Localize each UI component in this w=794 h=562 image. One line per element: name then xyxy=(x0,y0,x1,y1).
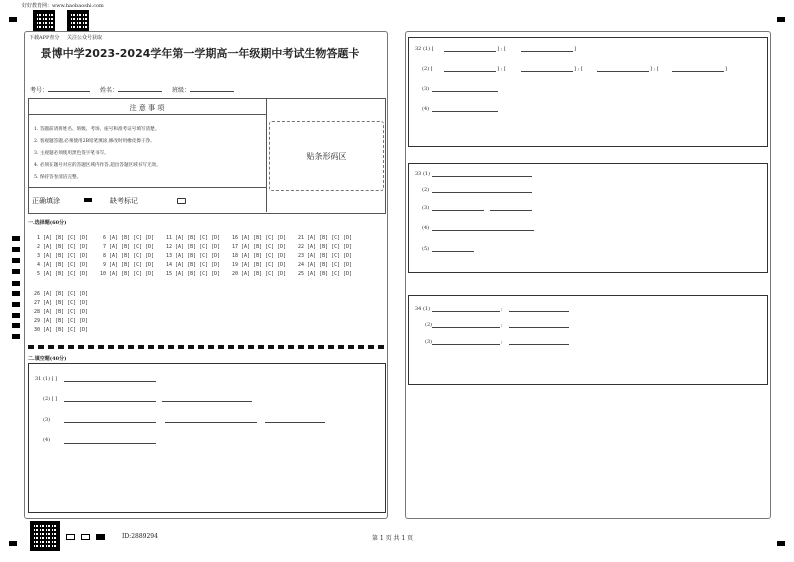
sheet-id: ID:2889294 xyxy=(122,533,158,540)
absent-mark-label: 缺考标记 xyxy=(110,197,138,205)
qr1-caption: 下载APP查分 xyxy=(29,35,60,41)
class-label: 班级： xyxy=(172,87,191,94)
choice-item[interactable]: 16 [A] [B] [C] [D] xyxy=(232,235,287,241)
choice-item[interactable]: 9 [A] [B] [C] [D] xyxy=(103,262,155,268)
choice-item[interactable]: 21 [A] [B] [C] [D] xyxy=(298,235,353,241)
corner-mark xyxy=(9,541,17,546)
choice-item[interactable]: 15 [A] [B] [C] [D] xyxy=(166,271,221,277)
q32-sep: ] xyxy=(574,46,576,52)
choice-item[interactable]: 29 [A] [B] [C] [D] xyxy=(34,318,89,324)
notice-item: 2. 客观题答题,必须使用2B铅笔填涂,修改时用橡皮擦干净。 xyxy=(34,139,155,144)
q31-label: (2) [ ] xyxy=(43,396,58,402)
q34-label: (3) xyxy=(425,339,433,345)
notice-item: 3. 主观题必须使用黑色签字笔书写。 xyxy=(34,151,109,156)
q34-sep: ; xyxy=(501,306,503,312)
corner-mark xyxy=(9,17,17,22)
q32-answer-line[interactable] xyxy=(432,91,498,92)
q31-answer-line[interactable] xyxy=(162,401,252,402)
q33-answer-line[interactable] xyxy=(432,230,534,231)
q34-label: (2) xyxy=(425,322,433,328)
q34-answer-line[interactable] xyxy=(432,344,500,345)
choice-item[interactable]: 4 [A] [B] [C] [D] xyxy=(37,262,89,268)
q33-answer-line[interactable] xyxy=(490,210,532,211)
q31-label: 31 (1) [ ] xyxy=(35,376,58,382)
barcode-label: 贴条形码区 xyxy=(306,152,347,161)
q33-label: (3) xyxy=(422,205,430,211)
q32-answer-line[interactable] xyxy=(432,111,498,112)
q33-label: 33 (1) xyxy=(415,171,431,177)
choice-item[interactable]: 30 [A] [B] [C] [D] xyxy=(34,327,89,333)
page-title: 景博中学2023-2024学年第一学期高一年级期中考试生物答题卡 xyxy=(40,47,360,60)
choice-item[interactable]: 1 [A] [B] [C] [D] xyxy=(37,235,89,241)
q34-answer-line[interactable] xyxy=(509,327,569,328)
notice-item: 4. 必须在题号对应的答题区域内作答,超出答题区域书写无效。 xyxy=(34,163,161,168)
exam-number-label: 考号： xyxy=(30,87,49,94)
choice-item[interactable]: 25 [A] [B] [C] [D] xyxy=(298,271,353,277)
choice-section-title: 一.选择题(60分) xyxy=(28,220,67,226)
choice-item[interactable]: 23 [A] [B] [C] [D] xyxy=(298,253,353,259)
q31-answer-line[interactable] xyxy=(64,401,156,402)
choice-item[interactable]: 22 [A] [B] [C] [D] xyxy=(298,244,353,250)
name-field[interactable] xyxy=(118,91,162,92)
choice-item[interactable]: 3 [A] [B] [C] [D] xyxy=(37,253,89,259)
q32-label: (2) [ xyxy=(422,66,433,72)
footer-mark xyxy=(66,534,75,540)
download-app-qr-code xyxy=(33,10,55,32)
q34-answer-line[interactable] xyxy=(432,311,500,312)
notice-item: 5. 保持答卷清洁完整。 xyxy=(34,175,82,180)
footer-mark xyxy=(96,534,105,540)
choice-item[interactable]: 5 [A] [B] [C] [D] xyxy=(37,271,89,277)
choice-item[interactable]: 17 [A] [B] [C] [D] xyxy=(232,244,287,250)
sheet-qr-code xyxy=(30,521,60,551)
section-divider xyxy=(28,345,384,349)
q34-answer-line[interactable] xyxy=(509,344,569,345)
q32-label: 32 (1) [ xyxy=(415,46,434,52)
q32-label: (3) xyxy=(422,86,430,92)
correct-fill-label: 正确填涂 xyxy=(32,197,60,205)
choice-item[interactable]: 11 [A] [B] [C] [D] xyxy=(166,235,221,241)
q32-answer-line[interactable] xyxy=(597,71,649,72)
q32-sep: ] xyxy=(725,66,727,72)
q33-answer-line[interactable] xyxy=(432,251,474,252)
q31-answer-line[interactable] xyxy=(265,422,325,423)
q32-label: (4) xyxy=(422,106,430,112)
q32-answer-line[interactable] xyxy=(521,71,573,72)
q33-answer-box[interactable] xyxy=(408,163,768,273)
choice-item[interactable]: 10 [A] [B] [C] [D] xyxy=(100,271,155,277)
notice-divider xyxy=(266,98,267,212)
choice-item[interactable]: 13 [A] [B] [C] [D] xyxy=(166,253,221,259)
q31-answer-line[interactable] xyxy=(64,443,156,444)
choice-item[interactable]: 14 [A] [B] [C] [D] xyxy=(166,262,221,268)
choice-item[interactable]: 2 [A] [B] [C] [D] xyxy=(37,244,89,250)
q34-label: 34 (1) xyxy=(415,306,431,312)
exam-number-field[interactable] xyxy=(48,91,90,92)
q34-sep: ; xyxy=(501,339,503,345)
choice-item[interactable]: 19 [A] [B] [C] [D] xyxy=(232,262,287,268)
q33-answer-line[interactable] xyxy=(432,176,532,177)
notice-item: 1. 答题前请将姓名、班级、考场、座号和准考证号填写清楚。 xyxy=(34,127,160,132)
qr2-caption: 关注公众号获取 xyxy=(67,35,103,41)
footer-mark xyxy=(81,534,90,540)
choice-item[interactable]: 12 [A] [B] [C] [D] xyxy=(166,244,221,250)
q33-answer-line[interactable] xyxy=(432,210,484,211)
q32-sep: ] ; [ xyxy=(497,66,506,72)
absent-mark-box[interactable] xyxy=(177,198,186,204)
choice-item[interactable]: 7 [A] [B] [C] [D] xyxy=(103,244,155,250)
q32-answer-line[interactable] xyxy=(444,71,496,72)
follow-account-qr-code xyxy=(67,10,89,32)
correct-fill-sample xyxy=(84,198,92,202)
notice-divider xyxy=(28,187,266,188)
page-number: 第 1 页 共 1 页 xyxy=(372,535,414,542)
fill-section-title: 二.填空题(40分) xyxy=(28,356,67,362)
q32-answer-line[interactable] xyxy=(444,51,496,52)
q34-answer-line[interactable] xyxy=(509,311,569,312)
q31-answer-box[interactable] xyxy=(28,363,386,513)
q34-answer-line[interactable] xyxy=(432,327,500,328)
q32-sep: ] ; [ xyxy=(497,46,506,52)
choice-item[interactable]: 20 [A] [B] [C] [D] xyxy=(232,271,287,277)
q31-label: (4) xyxy=(43,437,51,443)
q33-answer-line[interactable] xyxy=(432,192,532,193)
choice-item[interactable]: 26 [A] [B] [C] [D] xyxy=(34,291,89,297)
q33-label: (2) xyxy=(422,187,430,193)
q31-label: (3) xyxy=(43,417,51,423)
q32-answer-line[interactable] xyxy=(672,71,724,72)
q31-answer-line[interactable] xyxy=(165,422,257,423)
q32-sep: ] ; [ xyxy=(574,66,583,72)
notice-heading: 注 意 事 项 xyxy=(129,104,165,112)
class-field[interactable] xyxy=(190,91,234,92)
choice-item[interactable]: 18 [A] [B] [C] [D] xyxy=(232,253,287,259)
q31-answer-line[interactable] xyxy=(64,422,156,423)
choice-item[interactable]: 27 [A] [B] [C] [D] xyxy=(34,300,89,306)
q34-answer-box[interactable] xyxy=(408,295,768,385)
site-text: 好好教育网：www.haobaoshi.com xyxy=(22,3,104,9)
choice-item[interactable]: 6 [A] [B] [C] [D] xyxy=(103,235,155,241)
q31-answer-line[interactable] xyxy=(64,381,156,382)
q33-label: (5) xyxy=(422,246,430,252)
corner-mark xyxy=(777,17,785,22)
name-label: 姓名： xyxy=(100,87,119,94)
corner-mark xyxy=(777,541,785,546)
q33-label: (4) xyxy=(422,225,430,231)
q34-sep: ; xyxy=(501,322,503,328)
choice-item[interactable]: 24 [A] [B] [C] [D] xyxy=(298,262,353,268)
choice-item[interactable]: 28 [A] [B] [C] [D] xyxy=(34,309,89,315)
choice-item[interactable]: 8 [A] [B] [C] [D] xyxy=(103,253,155,259)
q32-answer-box[interactable] xyxy=(408,37,768,147)
q32-answer-line[interactable] xyxy=(521,51,573,52)
q32-sep: ] ; [ xyxy=(650,66,659,72)
